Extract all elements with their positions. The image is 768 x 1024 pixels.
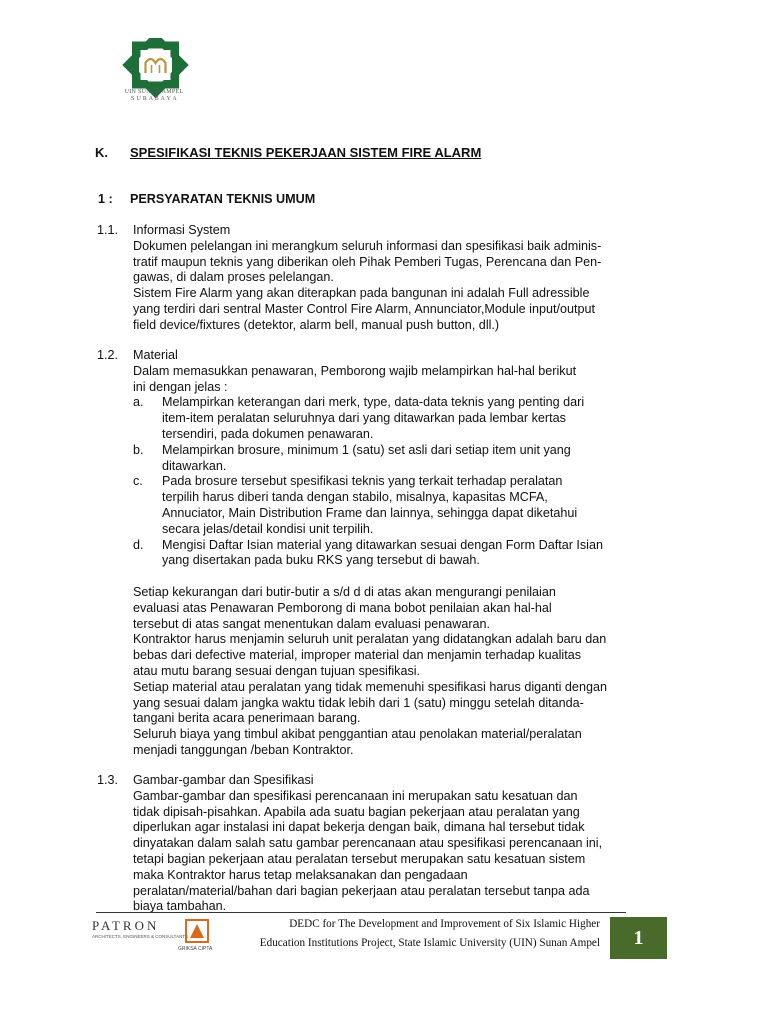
text-line: dinyatakan dalam salah satu gambar perencanaan atau spesifikasi perencanaan ini, <box>133 836 603 851</box>
text-line: tersebut di atas sangat menentukan dalam evaluasi penawaran. <box>133 616 491 631</box>
text-line: biaya tambahan. <box>133 899 227 914</box>
text-line: Kontraktor harus menjamin seluruh unit peralatan yang didatangkan adalah baru dan <box>133 632 607 647</box>
logo-name: UIN SUNAN AMPEL <box>124 89 184 95</box>
list-marker: c. <box>133 474 143 489</box>
subsection-heading: Informasi System <box>133 223 231 237</box>
page-number-box <box>610 917 667 959</box>
text-line: atau mutu barang sesuai dengan tujuan spesifikasi. <box>133 663 421 678</box>
text-line: ini dengan jelas : <box>133 379 228 394</box>
text-line: Mengisi Daftar Isian material yang ditawarkan sesuai dengan Form Daftar Isian <box>162 537 603 552</box>
document-title: SPESIFIKASI TEKNIS PEKERJAAN SISTEM FIRE ALARM <box>130 145 482 160</box>
text-line: tersendiri, pada dokumen penawaran. <box>162 426 374 441</box>
text-line: secara jelas/detail kondisi unit terpilih. <box>162 521 374 536</box>
text-line: Pada brosure tersebut spesifikasi teknis yang terkait terhadap peralatan <box>162 474 563 489</box>
list-item <box>162 474 674 537</box>
text-line: Annuciator, Main Distribution Frame dan lainnya, sehingga dapat diketahui <box>162 505 578 520</box>
text-line: diperlukan agar instalasi ini dapat bekerja dengan baik, dimana hal tersebut tidak <box>133 820 585 835</box>
footer-text-line-2: Education Institutions Project, State Islamic University (UIN) Sunan Ampel <box>259 937 600 949</box>
text-line: yang sesuai dalam jangka waktu tidak lebih dari 1 (satu) minggu setelah ditanda- <box>133 695 584 710</box>
list-item <box>162 443 674 475</box>
list-marker: a. <box>133 395 144 410</box>
text-line: tidak dipisah-pisahkan. Apabila ada suatu bagian pekerjaan atau peralatan yang <box>133 804 580 819</box>
text-line: Melampirkan keterangan dari merk, type, data-data teknis yang penting dari <box>162 395 585 410</box>
text-line: maka Kontraktor harus tetap melaksanakan dan pengadaan <box>133 867 468 882</box>
text-line: peralatan/material/bahan dari bagian pekerjaan atau peralatan tersebut tanpa ada <box>133 883 590 898</box>
paragraph <box>133 585 674 759</box>
subsection-number: 1.2. <box>97 348 119 362</box>
paragraph <box>133 789 674 915</box>
page-number: 1 <box>633 926 644 949</box>
text-line: tetapi bagian pekerjaan atau peralatan tersebut merupakan satu kesatuan sistem <box>133 851 586 866</box>
text-line: Dokumen pelelangan ini merangkum seluruh informasi dan spesifikasi baik adminis- <box>133 238 602 253</box>
text-line: Gambar-gambar dan spesifikasi perencanaan ini merupakan satu kesatuan dan <box>133 788 578 803</box>
griksa-name: GRIKSA CIPTA <box>178 946 213 952</box>
text-line: gawas, di dalam proses pelelangan. <box>133 270 334 285</box>
paragraph <box>133 239 674 334</box>
subsection-number: 1.1. <box>97 223 119 237</box>
paragraph <box>133 364 674 396</box>
text-line: bebas dari defective material, improper material dan menjamin terhadap kualitas <box>133 648 582 663</box>
subsection-number: 1.3. <box>97 773 119 787</box>
patron-logo <box>92 918 189 946</box>
text-line: field device/fixtures (detektor, alarm bell, manual push button, dll.) <box>133 317 500 332</box>
text-line: Dalam memasukkan penawaran, Pemborong wajib melampirkan hal-hal berikut <box>133 363 577 378</box>
text-line: tratif maupun teknis yang diberikan oleh Pihak Pemberi Tugas, Perencana dan Pen- <box>133 254 602 269</box>
list-item <box>162 538 674 570</box>
subsection-heading: Material <box>133 348 178 362</box>
section-letter: K. <box>95 145 108 160</box>
list-marker: b. <box>133 442 144 457</box>
logo-subtitle: S U R A B A Y A <box>131 96 177 102</box>
patron-name: PATRON <box>92 918 160 933</box>
section-number: 1 : <box>98 192 113 206</box>
patron-subtitle: ARCHITECTS, ENGINEERS & CONSULTANTS <box>92 934 189 939</box>
footer-text-line-1: DEDC for The Development and Improvement of Six Islamic Higher <box>289 918 600 930</box>
text-line: Setiap material atau peralatan yang tidak memenuhi spesifikasi harus diganti dengan <box>133 679 607 694</box>
text-line: evaluasi atas Penawaran Pemborong di mana bobot penilaian akan hal-hal <box>133 600 552 615</box>
text-line: ditawarkan. <box>162 458 227 473</box>
text-line: terpilih harus diberi tanda dengan stabilo, misalnya, kapasitas MCFA, <box>162 490 548 505</box>
text-line: tangani berita acara penerimaan barang. <box>133 711 361 726</box>
text-line: Sistem Fire Alarm yang akan diterapkan pada bangunan ini adalah Full adressible <box>133 286 590 301</box>
list-item <box>162 395 674 442</box>
list-marker: d. <box>133 537 144 552</box>
text-line: menjadi tanggungan /beban Kontraktor. <box>133 742 354 757</box>
subsection-heading: Gambar-gambar dan Spesifikasi <box>133 773 314 787</box>
text-line: Setiap kekurangan dari butir-butir a s/d d di atas akan mengurangi penilaian <box>133 585 556 599</box>
text-line: item-item peralatan seluruhnya dari yang ditawarkan pada lembar kertas <box>162 411 566 426</box>
text-line: yang disertakan pada buku RKS yang tersebut di bawah. <box>162 553 480 568</box>
section-title: PERSYARATAN TEKNIS UMUM <box>130 192 316 206</box>
text-line: Seluruh biaya yang timbul akibat penggantian atau penolakan material/peralatan <box>133 727 582 742</box>
footer-divider <box>96 912 626 913</box>
text-line: yang terdiri dari sentral Master Control Fire Alarm, Annunciator,Module input/output <box>133 301 596 316</box>
text-line: Melampirkan brosure, minimum 1 (satu) set asli dari setiap item unit yang <box>162 442 571 457</box>
logo-text <box>104 89 204 103</box>
